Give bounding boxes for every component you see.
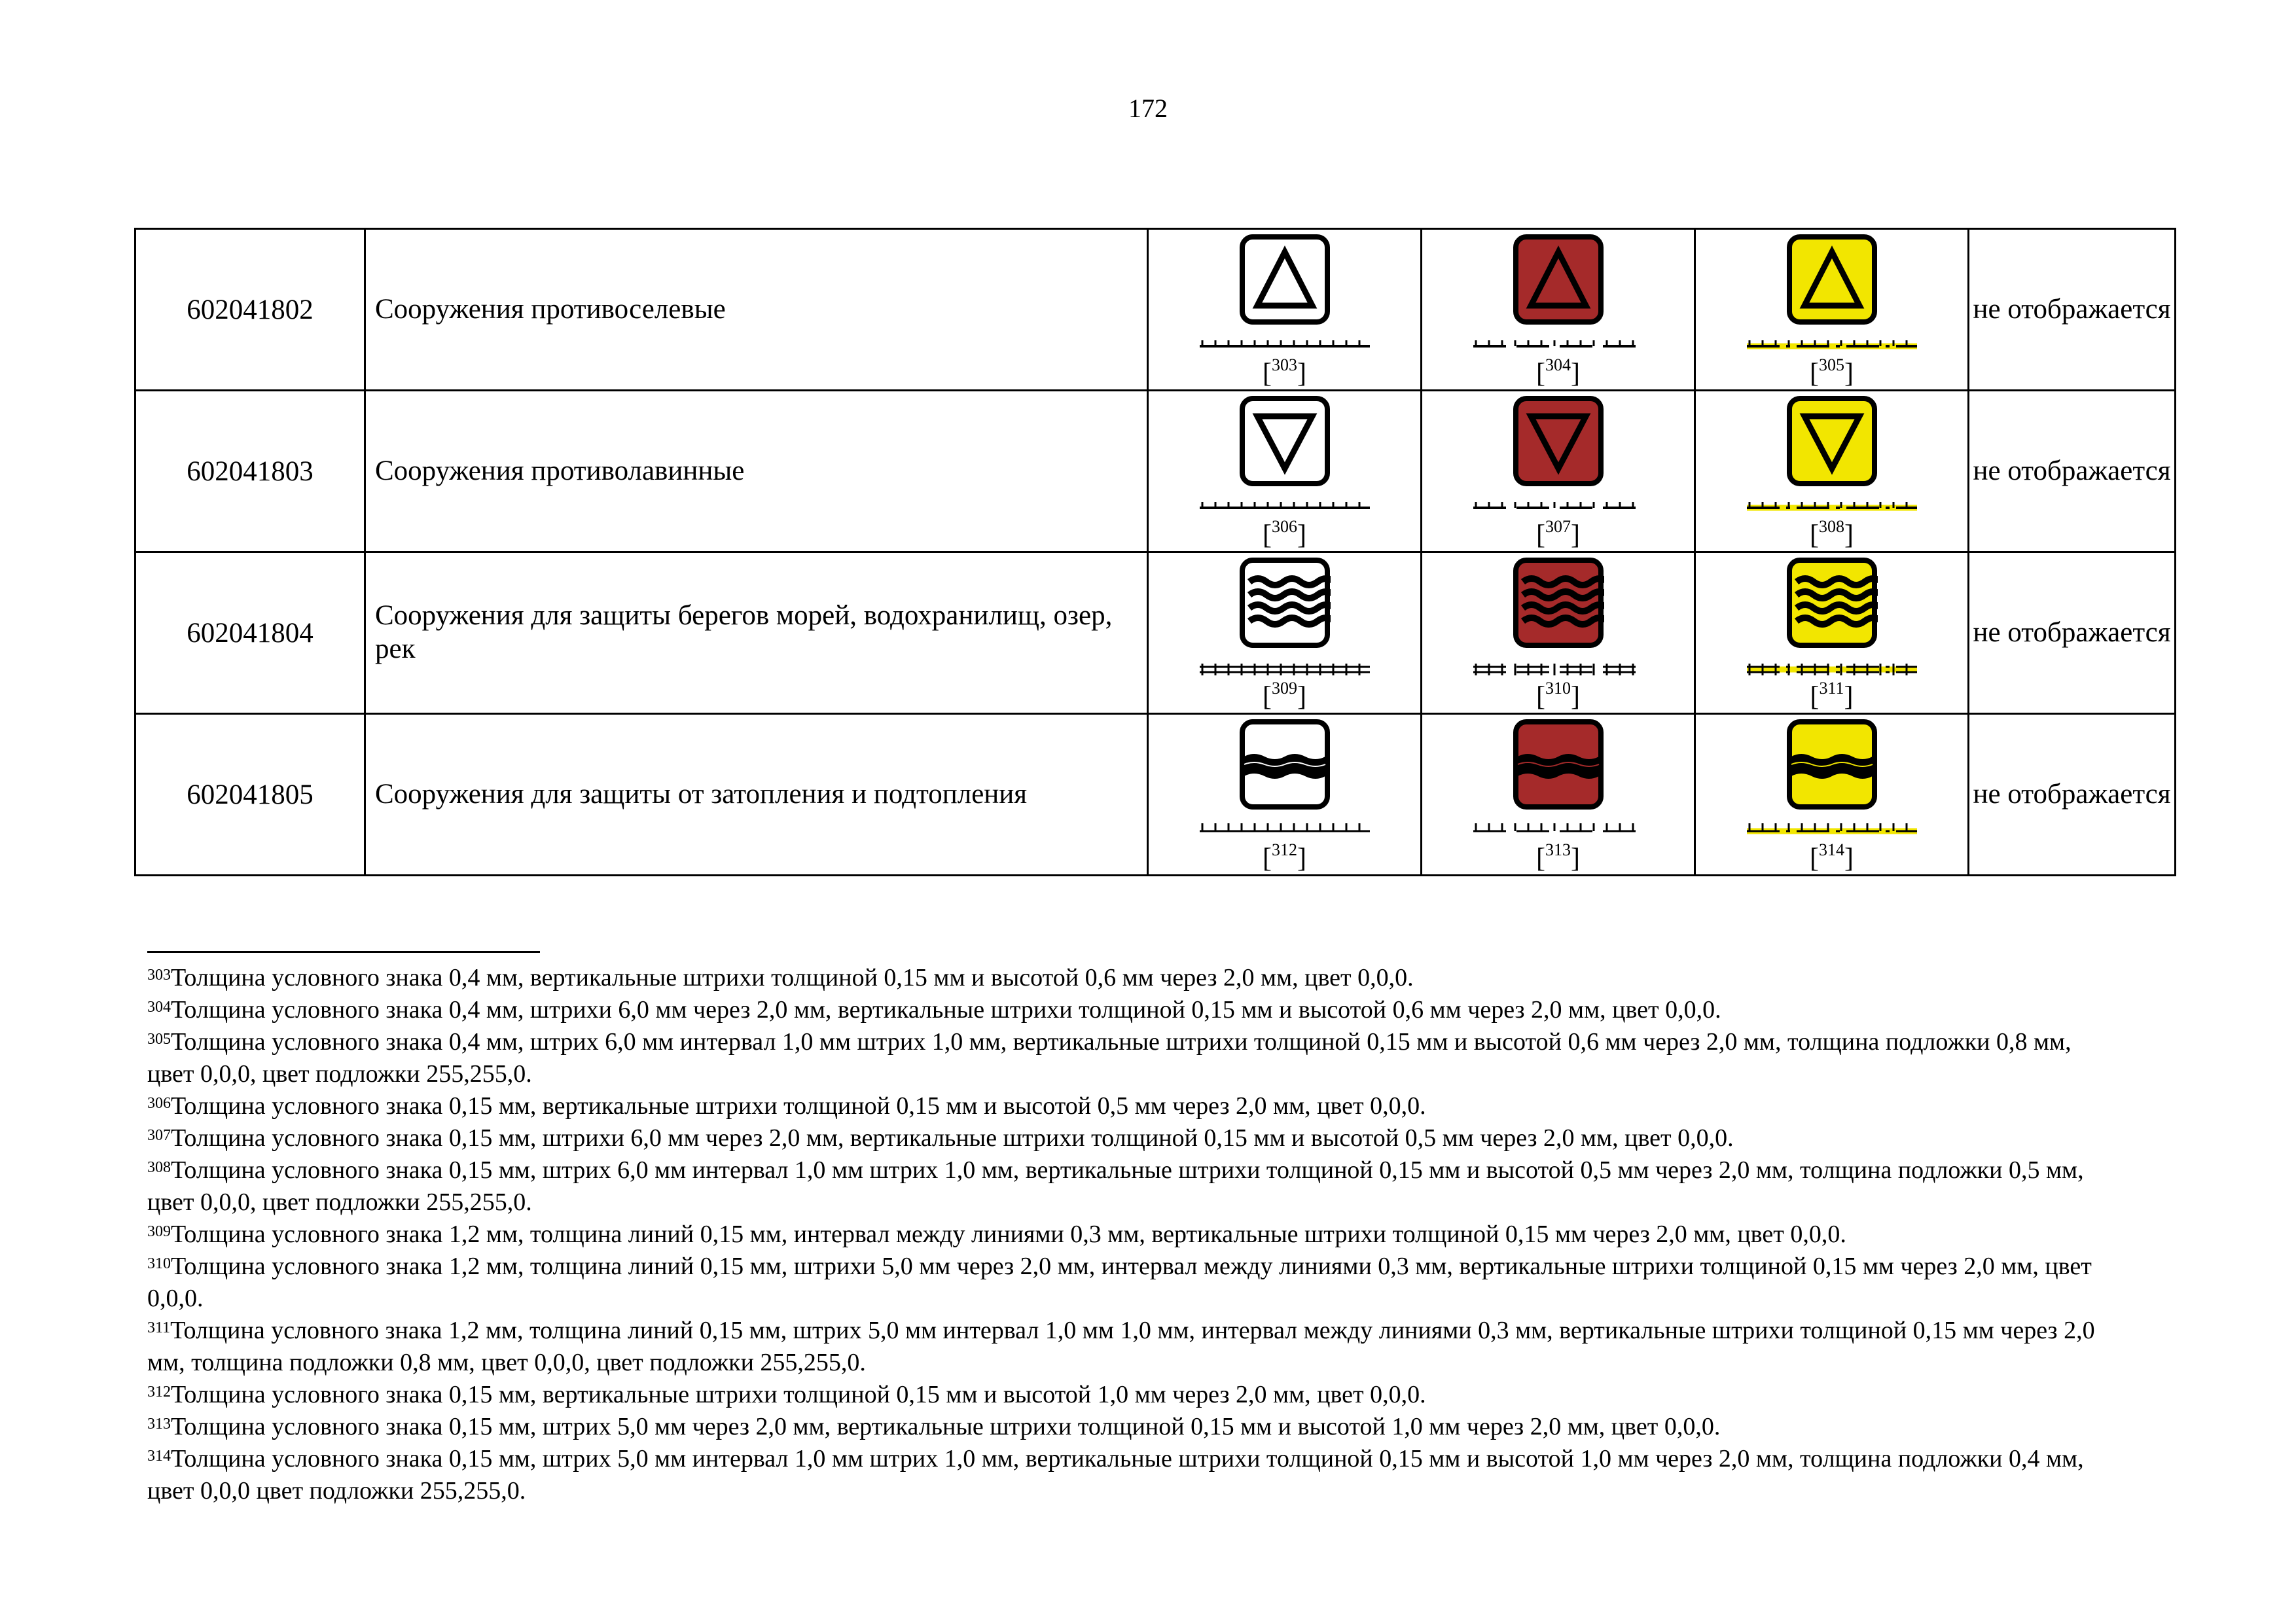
footnote [147, 1411, 2111, 1443]
footnotes [147, 962, 2111, 1507]
table-row [135, 391, 2176, 552]
footnote [147, 1026, 2111, 1090]
display-note: не отображается [1969, 714, 2176, 876]
footnote-number: 307 [147, 1127, 171, 1144]
footnote-reference: [309] [1263, 679, 1306, 712]
footnote-reference: [313] [1536, 840, 1580, 874]
waves-icon [1239, 557, 1331, 649]
display-note: не отображается [1969, 229, 2176, 391]
footnote [147, 1251, 2111, 1315]
footnote-number: 303 [147, 967, 171, 984]
object-code: 602041803 [135, 391, 365, 552]
footnote-reference: [306] [1263, 517, 1306, 550]
symbols-table [134, 228, 2176, 876]
footnote-text: Толщина условного знака 0,15 мм, штрих 5,0 мм интервал 1,0 мм штрих 1,0 мм, вертикальные штрихи толщиной 0,15 мм и высотой 1,0 мм через 2,0 мм, толщина подложки 0,4 мм, цвет 0,0,0 цвет подложки 255,255,0. [147, 1445, 2084, 1505]
symbol-black [1148, 714, 1422, 876]
footnote [147, 962, 2111, 994]
symbol-brown [1422, 229, 1695, 391]
symbol-yellow [1695, 391, 1969, 552]
symbol-brown [1422, 714, 1695, 876]
object-name: Сооружения противоселевые [365, 229, 1148, 391]
footnote-number: 309 [147, 1223, 171, 1240]
footnote-text: Толщина условного знака 1,2 мм, толщина линий 0,15 мм, штрихи 5,0 мм через 2,0 мм, интервал между линиями 0,3 мм, вертикальные штрихи толщиной 0,15 мм через 2,0 мм, цвет 0,0,0. [147, 1253, 2092, 1312]
waves-icon [1513, 557, 1604, 649]
footnote-reference: [304] [1536, 355, 1580, 389]
footnote-text: Толщина условного знака 0,15 мм, штрих 5,0 мм через 2,0 мм, вертикальные штрихи толщиной 0,15 мм и высотой 1,0 мм через 2,0 мм, цвет 0,0,0. [171, 1413, 1721, 1440]
symbol-yellow [1695, 229, 1969, 391]
footnote-number: 314 [147, 1448, 171, 1465]
footnote-reference: [307] [1536, 517, 1580, 550]
object-name: Сооружения для защиты от затопления и подтопления [365, 714, 1148, 876]
symbol-yellow [1695, 552, 1969, 714]
footnote-text: Толщина условного знака 0,15 мм, штрихи 6,0 мм через 2,0 мм, вертикальные штрихи толщиной 0,15 мм и высотой 0,5 мм через 2,0 мм, цвет 0,0,0. [171, 1124, 1734, 1152]
footnote-text: Толщина условного знака 0,4 мм, штрих 6,0 мм интервал 1,0 мм штрих 1,0 мм, вертикальные штрихи толщиной 0,15 мм и высотой 0,6 мм через 2,0 мм, толщина подложки 0,8 мм, цвет 0,0,0, цвет подложки 255,255,0. [147, 1028, 2072, 1088]
footnote-number: 313 [147, 1416, 171, 1433]
symbol-black [1148, 391, 1422, 552]
footnote-text: Толщина условного знака 0,15 мм, вертикальные штрихи толщиной 0,15 мм и высотой 1,0 мм через 2,0 мм, цвет 0,0,0. [171, 1381, 1426, 1408]
footnote-reference: [305] [1810, 355, 1854, 389]
object-name: Сооружения для защиты берегов морей, водохранилищ, озер, рек [365, 552, 1148, 714]
triangle-down-icon [1513, 395, 1604, 487]
flood-band-icon [1239, 719, 1331, 810]
display-note: не отображается [1969, 552, 2176, 714]
footnote-reference: [312] [1263, 840, 1306, 874]
footnote-number: 310 [147, 1255, 171, 1272]
footnote-divider [147, 951, 540, 953]
footnote [147, 994, 2111, 1026]
symbol-black [1148, 229, 1422, 391]
symbol-black [1148, 552, 1422, 714]
footnote-number: 312 [147, 1383, 171, 1400]
triangle-down-icon [1239, 395, 1331, 487]
flood-band-icon [1786, 719, 1878, 810]
footnote-reference: [314] [1810, 840, 1854, 874]
footnote-number: 304 [147, 999, 171, 1016]
symbol-yellow [1695, 714, 1969, 876]
footnote-number: 308 [147, 1159, 171, 1176]
page-number: 172 [1128, 94, 1168, 123]
footnote-reference: [303] [1263, 355, 1306, 389]
footnote-text: Толщина условного знака 0,4 мм, вертикальные штрихи толщиной 0,15 мм и высотой 0,6 мм через 2,0 мм, цвет 0,0,0. [171, 964, 1414, 991]
symbol-brown [1422, 391, 1695, 552]
object-name: Сооружения противолавинные [365, 391, 1148, 552]
footnote [147, 1122, 2111, 1154]
table-row [135, 552, 2176, 714]
display-note: не отображается [1969, 391, 2176, 552]
footnote [147, 1154, 2111, 1219]
footnote-text: Толщина условного знака 1,2 мм, толщина линий 0,15 мм, штрих 5,0 мм интервал 1,0 мм 1,0 мм, интервал между линиями 0,3 мм, вертикальные штрихи толщиной 0,15 мм через 2,0 мм, толщина подложки 0,8 мм, цвет 0,0,0, цвет подложки 255,255,0. [147, 1317, 2095, 1376]
object-code: 602041804 [135, 552, 365, 714]
footnote [147, 1219, 2111, 1251]
triangle-down-icon [1786, 395, 1878, 487]
triangle-up-icon [1239, 234, 1331, 325]
footnote-number: 311 [147, 1319, 171, 1336]
footnote-text: Толщина условного знака 0,15 мм, вертикальные штрихи толщиной 0,15 мм и высотой 0,5 мм через 2,0 мм, цвет 0,0,0. [171, 1092, 1426, 1120]
table-row [135, 229, 2176, 391]
table-row [135, 714, 2176, 876]
object-code: 602041802 [135, 229, 365, 391]
footnote [147, 1379, 2111, 1411]
object-code: 602041805 [135, 714, 365, 876]
flood-band-icon [1513, 719, 1604, 810]
footnote [147, 1315, 2111, 1379]
footnote-text: Толщина условного знака 0,15 мм, штрих 6,0 мм интервал 1,0 мм штрих 1,0 мм, вертикальные штрихи толщиной 0,15 мм и высотой 0,5 мм через 2,0 мм, толщина подложки 0,5 мм, цвет 0,0,0, цвет подложки 255,255,0. [147, 1156, 2084, 1216]
footnote-reference: [308] [1810, 517, 1854, 550]
footnote-text: Толщина условного знака 0,4 мм, штрихи 6,0 мм через 2,0 мм, вертикальные штрихи толщиной 0,15 мм и высотой 0,6 мм через 2,0 мм, цвет 0,0,0. [171, 996, 1721, 1024]
waves-icon [1786, 557, 1878, 649]
symbol-brown [1422, 552, 1695, 714]
footnote-reference: [311] [1810, 679, 1854, 712]
footnote-text: Толщина условного знака 1,2 мм, толщина линий 0,15 мм, интервал между линиями 0,3 мм, вертикальные штрихи толщиной 0,15 мм через 2,0 мм, цвет 0,0,0. [171, 1221, 1846, 1248]
footnote-number: 305 [147, 1031, 171, 1048]
triangle-up-icon [1513, 234, 1604, 325]
triangle-up-icon [1786, 234, 1878, 325]
footnote [147, 1090, 2111, 1122]
footnote-number: 306 [147, 1095, 171, 1112]
footnote-reference: [310] [1536, 679, 1580, 712]
footnote [147, 1443, 2111, 1507]
